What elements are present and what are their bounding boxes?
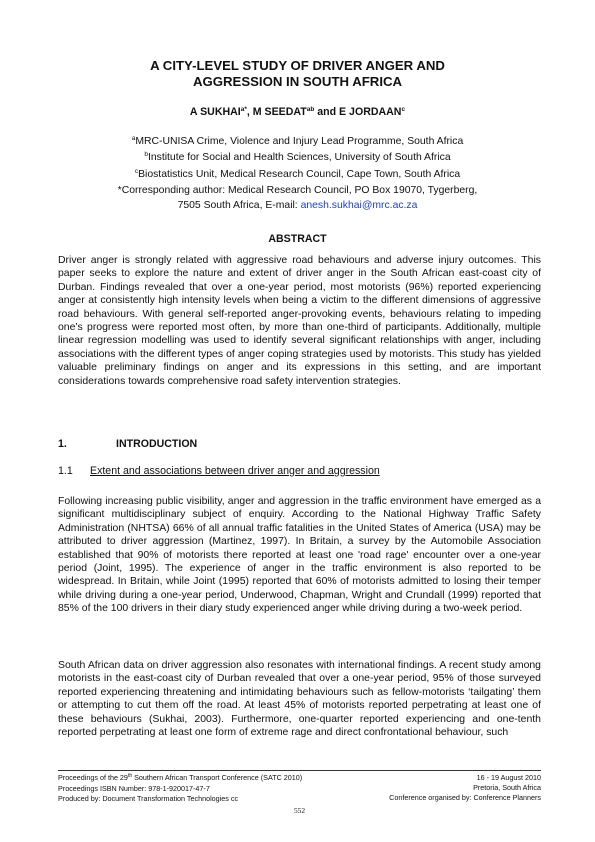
- footer-left: [58, 773, 358, 805]
- abstract-text: Driver anger is strongly related with aggressive road behaviours and adverse injury outcomes. This paper seeks to explore the nature and extent of driver anger in the South African east-coast city of Durban. Findings revealed that over a one-year period, most motorists (96%) reported experiencing anger at consistently high intensity levels when being a victim to the different dimensions of aggressive road behaviours. With general self-reported anger-provoking events, behaviours relating to impeding one’s progress were reported most often, by more than one-third of participants. Additionally, multiple linear regression modelling was used to identify several significant relationships with anger, including associations with the different types of anger coping strategies used by motorists. This study has yielded valuable preliminary findings on anger and its expressions in this setting, and are important considerations towards comprehensive road safety intervention strategies.: [58, 255, 541, 387]
- author-1-affiliation-mark: a*: [240, 106, 247, 113]
- email-link[interactable]: anesh.sukhai@mrc.ac.za: [300, 200, 418, 212]
- footer-organiser-line: Conference organised by: Conference Planners: [389, 793, 541, 803]
- affiliation-b: $^b$Institute for Social and Health Sciences, University of South Africa: [144, 151, 451, 164]
- author-3-affiliation-mark: c: [401, 106, 406, 113]
- section-title: INTRODUCTION: [116, 438, 198, 450]
- footer-proceedings-line: Proceedings of the 29th Southern African Transport Conference (SATC 2010): [58, 773, 303, 782]
- author-separator: ,: [246, 106, 253, 118]
- author-separator: and: [314, 106, 340, 118]
- author-2: M SEEDAT: [252, 106, 307, 118]
- author-1: A SUKHAI: [189, 106, 241, 118]
- paper-title: [58, 58, 537, 90]
- corresponding-author-line-2: 7505 South Africa, E-mail: anesh.sukhai@mrc.ac.za: [177, 200, 418, 212]
- body-paragraph-1: Following increasing public visibility, anger and aggression in the traffic environment have emerged as a significant multidisciplinary subject of enquiry. According to the National Highway Traffic Safety Administration (NHTSA) 66% of all annual traffic fatalities in the United States of America (USA) may be attributed to driver aggression (Martinez, 1997). In Britain, a survey by the Automobile Association established that 90% of motorists there reported at least one 'road rage' encounter over a one-year period (Joint, 1995). The experience of anger in the traffic environment is also reported to be widespread. In Britain, while Joint (1995) reported that 60% of motorists admitted to losing their temper while driving during a one-year period, Underwood, Chapman, Wright and Crundall (1999) reported that 85% of the 100 drivers in their diary study experienced anger while driving during a two-week period.: [58, 496, 541, 615]
- body-paragraph-2: South African data on driver aggression also resonates with international findings. A recent study among motorists in the east-coast city of Durban revealed that over a one-year period, 95% of those surveyed reported experiencing threatening and intimidating behaviours such as fellow-motorists ‘tailgating’ them or attempting to cut them off the road. At least 45% of motorists reported perpetrating at least one of these behaviours (Sukhai, 2003). Furthermore, one-quarter reported experiencing and one-tenth reported perpetrating at least one form of extreme rage and direct confrontational behaviour, such: [58, 660, 541, 739]
- affiliation-a: $^a$MRC-UNISA Crime, Violence and Injury Lead Programme, South Africa: [131, 135, 464, 147]
- section-heading-introduction: [58, 438, 197, 450]
- author-2-affiliation-mark: ab: [306, 106, 315, 113]
- title-line-2: AGGRESSION IN SOUTH AFRICA: [192, 74, 403, 89]
- author-3: E JORDAAN: [339, 106, 402, 118]
- affiliation-c: $^c$Biostatistics Unit, Medical Research Council, Cape Town, South Africa: [134, 167, 461, 180]
- page-number: 552: [293, 806, 306, 815]
- subsection-heading: [58, 465, 380, 477]
- subsection-number: 1.1: [58, 465, 73, 477]
- title-line-1: A CITY-LEVEL STUDY OF DRIVER ANGER AND: [150, 58, 445, 73]
- footer-producer-line: Produced by: Document Transformation Technologies cc: [58, 794, 239, 804]
- author-list: [58, 106, 537, 120]
- subsection-title: Extent and associations between driver anger and aggression: [90, 465, 380, 477]
- footer-isbn-line: Proceedings ISBN Number: 978-1-920017-47-7: [58, 784, 210, 794]
- section-number: 1.: [58, 438, 67, 450]
- corresponding-author-line-1: *Corresponding author: Medical Research Council, PO Box 19070, Tygerberg,: [117, 184, 478, 196]
- footer-date-line: 16 - 19 August 2010: [476, 773, 541, 782]
- abstract-heading: ABSTRACT: [268, 233, 327, 245]
- affiliations-block: [58, 134, 537, 213]
- footer-location-line: Pretoria, South Africa: [473, 783, 541, 793]
- footer-divider: [58, 770, 541, 771]
- footer-right: [361, 773, 541, 804]
